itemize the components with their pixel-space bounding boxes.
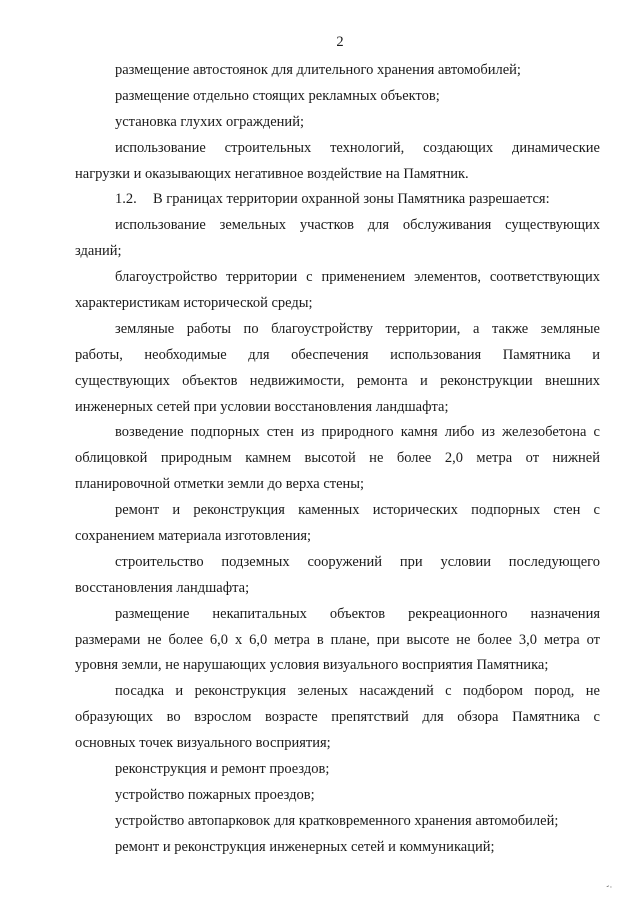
body-text-line (75, 446, 600, 472)
body-text-line (75, 524, 600, 550)
body-text-line (75, 809, 600, 835)
document-body (75, 58, 600, 861)
line-text: размерами не более 6,0 х 6,0 метра в плане, при высоте не более 3,0 метра от (75, 631, 600, 648)
body-text-line (75, 550, 600, 576)
line-text: установка глухих ограждений; (115, 113, 304, 130)
line-text: использование земельных участков для обслуживания существующих (115, 217, 600, 234)
line-text: реконструкция и ремонт проездов; (115, 761, 330, 778)
body-text-line (75, 58, 600, 84)
line-text: уровня земли, не нарушающих условия визуального восприятия Памятника; (75, 657, 549, 674)
line-text: строительство подземных сооружений при условии последующего (115, 553, 600, 570)
body-text-line (75, 576, 600, 602)
line-text: работы, необходимые для обеспечения использования Памятника и (75, 346, 600, 363)
line-text: ремонт и реконструкция инженерных сетей и коммуникаций; (115, 838, 495, 855)
body-text-line (75, 213, 600, 239)
body-text-line (75, 84, 600, 110)
body-text-line (75, 653, 600, 679)
body-text-line (75, 136, 600, 162)
line-text: сохранением материала изготовления; (75, 528, 312, 545)
line-text: В границах территории охранной зоны Памятника разрешается: (153, 191, 550, 208)
line-text: нагрузки и оказывающих негативное воздействие на Памятник. (75, 165, 469, 182)
body-text-line (75, 265, 600, 291)
line-text: размещение некапитальных объектов рекреационного назначения (115, 605, 600, 622)
body-text-line (75, 679, 600, 705)
line-text: зданий; (75, 243, 122, 260)
body-text-line (75, 343, 600, 369)
line-text: основных точек визуального восприятия; (75, 735, 331, 752)
line-text: существующих объектов недвижимости, ремонта и реконструкции внешних (75, 372, 600, 389)
body-text-line (75, 731, 600, 757)
body-text-line (75, 369, 600, 395)
body-text-line (75, 498, 600, 524)
body-text-line (75, 835, 600, 861)
line-text: устройство автопарковок для кратковременного хранения автомобилей; (115, 812, 559, 829)
line-text: облицовкой природным камнем высотой не более 2,0 метра от нижней (75, 450, 600, 467)
line-text: устройство пожарных проездов; (115, 786, 315, 803)
line-text: благоустройство территории с применением элементов, соответствующих (115, 269, 600, 286)
body-text-line (75, 239, 600, 265)
body-text-line (75, 420, 600, 446)
line-text: образующих во взрослом возрасте препятствий для обзора Памятника с (75, 709, 600, 726)
body-text-line (75, 783, 600, 809)
line-text: планировочной отметки земли до верха стены; (75, 476, 365, 493)
body-text-line (75, 472, 600, 498)
body-text-line (75, 162, 600, 188)
body-text-line (75, 395, 600, 421)
line-text: возведение подпорных стен из природного камня либо из железобетона с (115, 424, 600, 441)
corner-mark: -. (604, 879, 613, 891)
line-text: размещение автостоянок для длительного хранения автомобилей; (115, 62, 521, 78)
body-text-line (75, 110, 600, 136)
line-text: размещение отдельно стоящих рекламных объектов; (115, 87, 440, 104)
section-heading-line (75, 187, 600, 213)
line-text: земляные работы по благоустройству территории, а также земляные (115, 320, 600, 337)
body-text-line (75, 602, 600, 628)
line-text: инженерных сетей при условии восстановления ландшафта; (75, 398, 449, 415)
line-text: ремонт и реконструкция каменных исторических подпорных стен с (115, 502, 600, 519)
body-text-line (75, 317, 600, 343)
body-text-line (75, 705, 600, 731)
body-text-line (75, 291, 600, 317)
line-text: использование строительных технологий, создающих динамические (115, 139, 600, 156)
page-number: 2 (336, 34, 344, 50)
line-text: восстановления ландшафта; (75, 579, 250, 596)
body-text-line (75, 628, 600, 654)
body-text-line (75, 757, 600, 783)
line-text: посадка и реконструкция зеленых насаждений с подбором пород, не (115, 683, 600, 700)
item-number: 1.2. (115, 191, 137, 208)
line-text: характеристикам исторической среды; (75, 295, 313, 312)
